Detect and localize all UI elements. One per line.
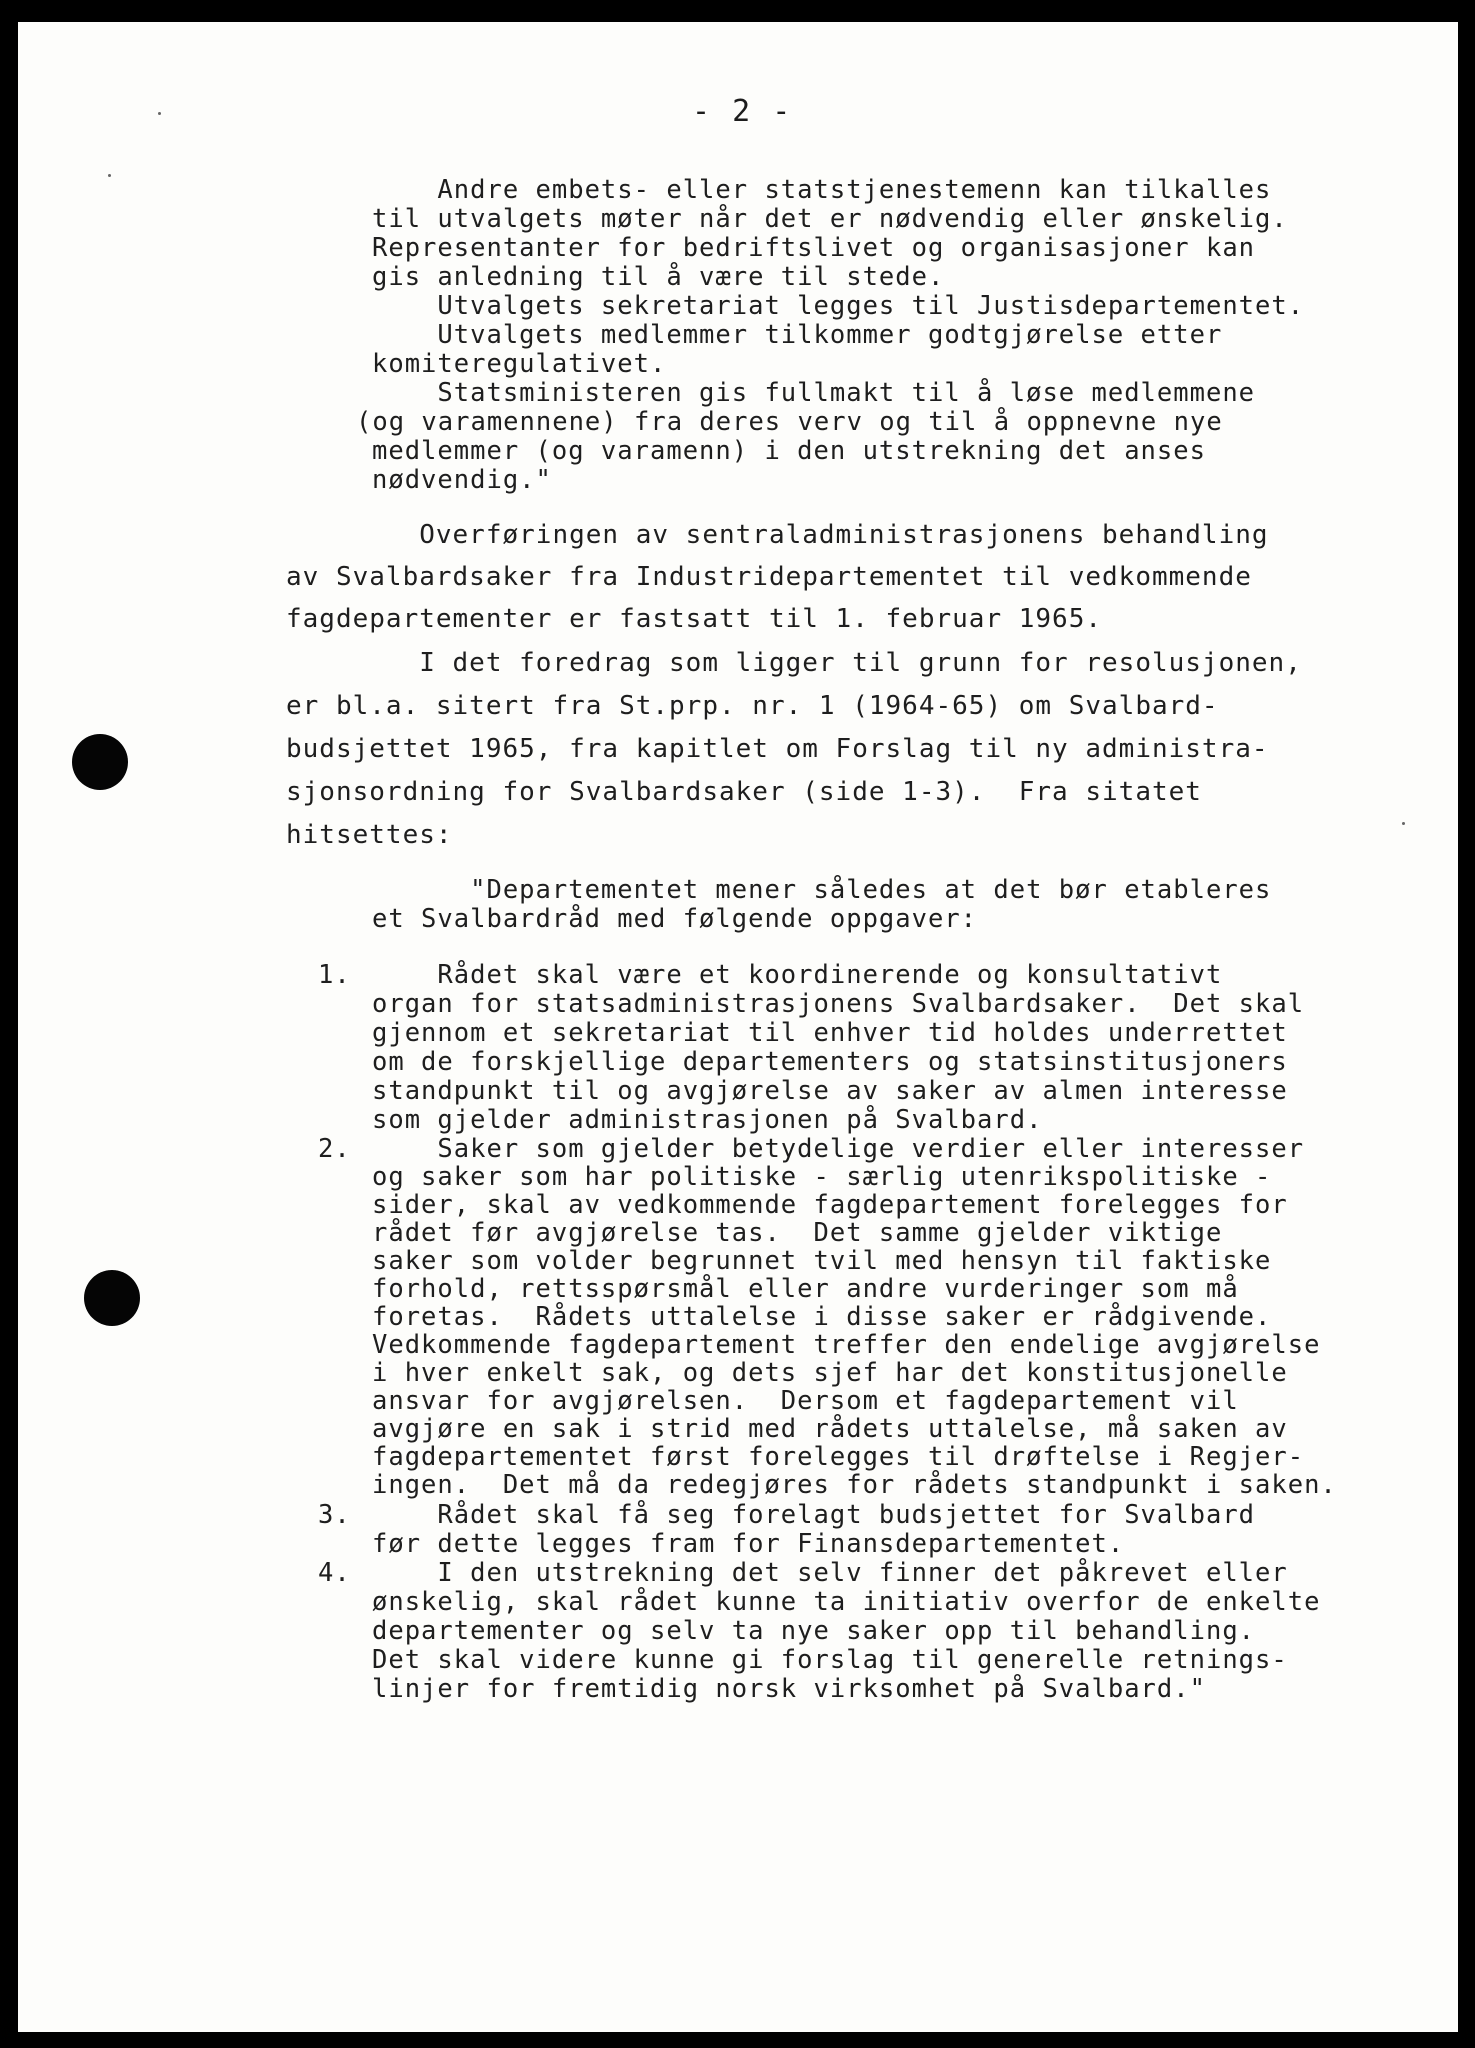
scan-speck xyxy=(108,174,111,177)
text-line: Representanter for bedriftslivet og organisasjoner kan xyxy=(372,233,1256,263)
text-line: hitsettes: xyxy=(286,820,453,850)
text-line: medlemmer (og varamenn) i den utstrekning det anses xyxy=(372,436,1206,466)
text-line: om de forskjellige departementers og statsinstitusjoners xyxy=(372,1047,1288,1077)
text-line: fagdepartementer er fastsatt til 1. februar 1965. xyxy=(286,604,1103,634)
text-line: budsjettet 1965, fra kapitlet om Forslag til ny administra- xyxy=(286,734,1269,764)
text-line: ønskelig, skal rådet kunne ta initiativ overfor de enkelte xyxy=(372,1587,1321,1617)
list-number: 2. xyxy=(318,1134,351,1164)
list-number: 4. xyxy=(318,1558,351,1588)
text-line: departementer og selv ta nye saker opp til behandling. xyxy=(372,1616,1256,1646)
text-line: Overføringen av sentraladministrasjonens behandling xyxy=(286,520,1269,550)
text-line: standpunkt til og avgjørelse av saker av almen interesse xyxy=(372,1076,1288,1106)
text-line: rådet før avgjørelse tas. Det samme gjelder viktige xyxy=(372,1218,1223,1248)
list-number: 3. xyxy=(318,1500,351,1530)
text-line: I den utstrekning det selv finner det påkrevet eller xyxy=(372,1558,1288,1588)
text-line: et Svalbardråd med følgende oppgaver: xyxy=(372,904,978,934)
text-line: Saker som gjelder betydelige verdier eller interesser xyxy=(372,1134,1305,1164)
punch-hole-top xyxy=(72,734,128,790)
text-line: Andre embets- eller statstjenestemenn kan tilkalles xyxy=(372,175,1272,205)
text-line: av Svalbardsaker fra Industridepartementet til vedkommende xyxy=(286,562,1252,592)
scan-speck xyxy=(1402,822,1405,825)
text-line: Det skal videre kunne gi forslag til generelle retnings- xyxy=(372,1645,1288,1675)
text-line: organ for statsadministrasjonens Svalbardsaker. Det skal xyxy=(372,989,1305,1019)
text-line: komiteregulativet. xyxy=(372,349,667,379)
text-line: Utvalgets sekretariat legges til Justisdepartementet. xyxy=(372,291,1305,321)
text-line: gis anledning til å være til stede. xyxy=(372,262,945,292)
text-line: Statsministeren gis fullmakt til å løse medlemmene xyxy=(372,378,1256,408)
text-line: I det foredrag som ligger til grunn for resolusjonen, xyxy=(286,648,1302,678)
text-line: og saker som har politiske - særlig utenrikspolitiske - xyxy=(372,1162,1272,1192)
text-line: i hver enkelt sak, og dets sjef har det konstitusjonelle xyxy=(372,1358,1288,1388)
text-line: ansvar for avgjørelsen. Dersom et fagdepartement vil xyxy=(372,1386,1239,1416)
text-line: gjennom et sekretariat til enhver tid holdes underrettet xyxy=(372,1018,1288,1048)
punch-hole-bottom xyxy=(84,1270,140,1326)
list-number: 1. xyxy=(318,960,351,990)
text-line: "Departementet mener således at det bør etableres xyxy=(372,875,1272,905)
text-line: (og varamennene) fra deres verv og til å oppnevne nye xyxy=(356,407,1223,437)
text-line: som gjelder administrasjonen på Svalbard. xyxy=(372,1105,1043,1135)
text-line: linjer for fremtidig norsk virksomhet på Svalbard." xyxy=(372,1674,1206,1704)
text-line: foretas. Rådets uttalelse i disse saker er rådgivende. xyxy=(372,1302,1272,1332)
text-line: Rådet skal få seg forelagt budsjettet for Svalbard xyxy=(372,1500,1256,1530)
text-line: avgjøre en sak i strid med rådets uttalelse, må saken av xyxy=(372,1414,1288,1444)
text-line: Rådet skal være et koordinerende og konsultativt xyxy=(372,960,1223,990)
text-line: til utvalgets møter når det er nødvendig eller ønskelig. xyxy=(372,204,1288,234)
text-line: nødvendig." xyxy=(372,465,552,495)
page-number: - 2 - xyxy=(692,94,793,129)
text-line: sider, skal av vedkommende fagdepartement forelegges for xyxy=(372,1190,1288,1220)
text-line: saker som volder begrunnet tvil med hensyn til faktiske xyxy=(372,1246,1272,1276)
text-line: Utvalgets medlemmer tilkommer godtgjørelse etter xyxy=(372,320,1223,350)
text-line: ingen. Det må da redegjøres for rådets standpunkt i saken. xyxy=(372,1470,1337,1500)
text-line: forhold, rettsspørsmål eller andre vurderinger som må xyxy=(372,1274,1239,1304)
scan-speck xyxy=(158,112,161,115)
text-line: før dette legges fram for Finansdepartementet. xyxy=(372,1529,1125,1559)
text-line: sjonsordning for Svalbardsaker (side 1-3). Fra sitatet xyxy=(286,777,1202,807)
text-line: fagdepartementet først forelegges til drøftelse i Regjer- xyxy=(372,1442,1305,1472)
text-line: er bl.a. sitert fra St.prp. nr. 1 (1964-65) om Svalbard- xyxy=(286,691,1219,721)
text-line: Vedkommende fagdepartement treffer den endelige avgjørelse xyxy=(372,1330,1321,1360)
